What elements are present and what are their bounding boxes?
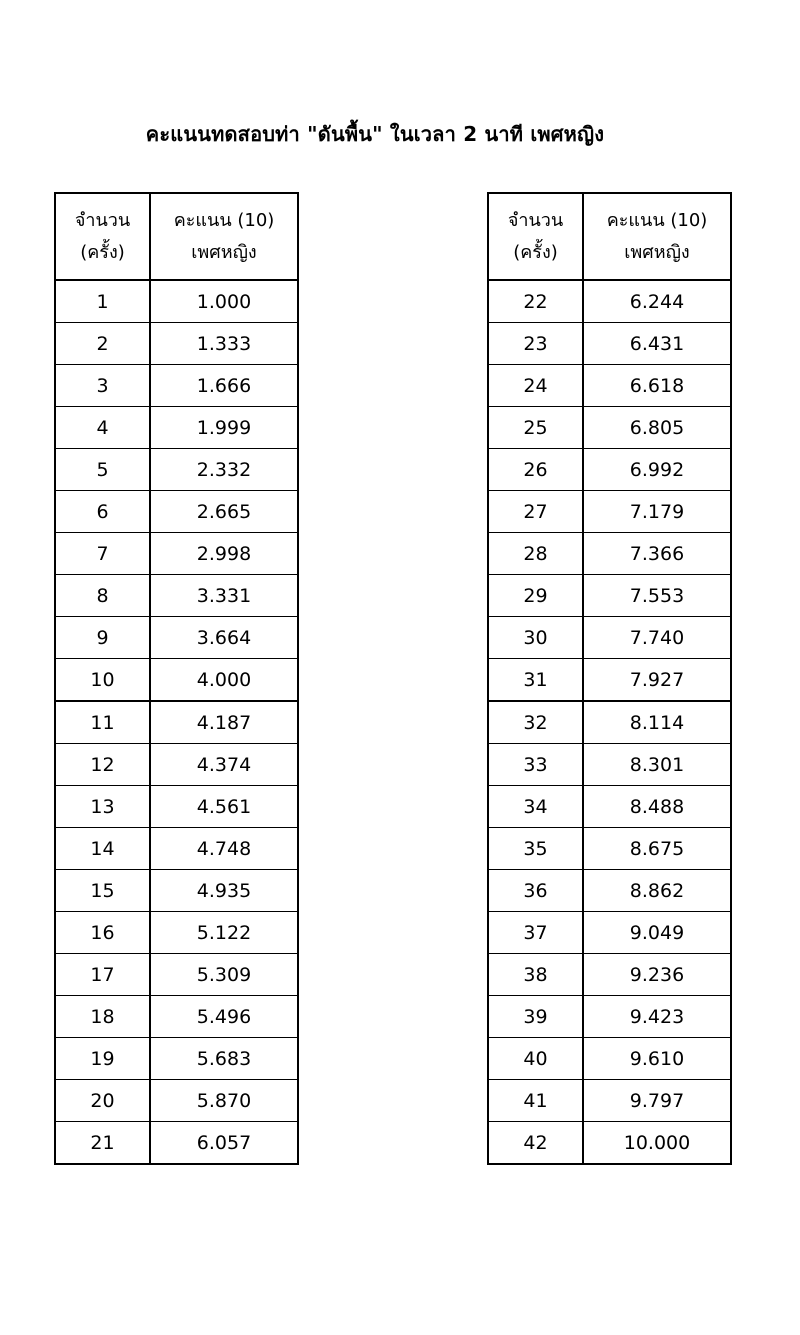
table-row [55,828,298,870]
table-row [488,1038,731,1080]
table-row [488,1080,731,1122]
table-row [55,744,298,786]
table-row [55,533,298,575]
score-cell: 6.244 [583,280,731,323]
score-table-left [54,192,299,1165]
score-cell: 1.999 [150,407,298,449]
count-cell: 21 [55,1122,150,1165]
count-cell: 24 [488,365,583,407]
table-row [55,786,298,828]
table-header-row [488,193,731,280]
count-cell: 1 [55,280,150,323]
table-row [488,828,731,870]
score-cell: 9.423 [583,996,731,1038]
count-cell: 28 [488,533,583,575]
score-cell: 5.683 [150,1038,298,1080]
table-row [55,996,298,1038]
table-row [488,323,731,365]
score-cell: 4.561 [150,786,298,828]
count-header-line2: (ครั้ง) [513,241,558,263]
table-row [488,912,731,954]
score-table-right-body [488,280,731,1164]
score-cell: 8.675 [583,828,731,870]
score-cell: 5.309 [150,954,298,996]
count-cell: 26 [488,449,583,491]
score-cell: 2.998 [150,533,298,575]
score-cell: 3.664 [150,617,298,659]
count-cell: 17 [55,954,150,996]
score-header-line1: คะแนน (10) [173,210,275,231]
score-cell: 2.332 [150,449,298,491]
count-cell: 37 [488,912,583,954]
table-row [488,659,731,702]
count-cell: 42 [488,1122,583,1165]
count-cell: 13 [55,786,150,828]
score-cell: 2.665 [150,491,298,533]
table-header-row [55,193,298,280]
table-row [488,533,731,575]
count-cell: 32 [488,701,583,744]
score-cell: 5.122 [150,912,298,954]
table-row [488,954,731,996]
count-cell: 31 [488,659,583,702]
score-cell: 6.805 [583,407,731,449]
table-row [55,617,298,659]
table-row [488,365,731,407]
table-row [55,323,298,365]
table-row [55,870,298,912]
table-row [55,280,298,323]
count-cell: 11 [55,701,150,744]
table-row [55,701,298,744]
count-cell: 9 [55,617,150,659]
table-row [55,407,298,449]
table-row [488,491,731,533]
score-cell: 9.236 [583,954,731,996]
table-row [55,365,298,407]
score-cell: 7.553 [583,575,731,617]
table-row [55,954,298,996]
count-cell: 16 [55,912,150,954]
count-cell: 41 [488,1080,583,1122]
count-cell: 3 [55,365,150,407]
score-cell: 7.179 [583,491,731,533]
score-column-header [150,193,298,280]
score-header-line2: เพศหญิง [624,241,690,263]
score-header-line1: คะแนน (10) [606,210,708,231]
table-row [55,1122,298,1165]
count-cell: 18 [55,996,150,1038]
count-cell: 12 [55,744,150,786]
count-cell: 8 [55,575,150,617]
table-row [488,407,731,449]
table-row [55,491,298,533]
page-title: คะแนนทดสอบท่า "ดันพื้น" ในเวลา 2 นาที เพศหญิง [145,122,605,146]
count-cell: 2 [55,323,150,365]
score-cell: 9.049 [583,912,731,954]
count-cell: 25 [488,407,583,449]
score-cell: 10.000 [583,1122,731,1165]
score-cell: 6.057 [150,1122,298,1165]
score-cell: 4.374 [150,744,298,786]
count-header-line2: (ครั้ง) [80,241,125,263]
table-row [488,449,731,491]
count-cell: 6 [55,491,150,533]
score-cell: 4.187 [150,701,298,744]
score-cell: 8.488 [583,786,731,828]
count-cell: 40 [488,1038,583,1080]
score-cell: 5.496 [150,996,298,1038]
score-header-line2: เพศหญิง [191,241,257,263]
score-cell: 7.366 [583,533,731,575]
score-cell: 6.431 [583,323,731,365]
count-cell: 22 [488,280,583,323]
table-row [488,280,731,323]
table-row [488,870,731,912]
count-cell: 33 [488,744,583,786]
count-cell: 35 [488,828,583,870]
count-cell: 15 [55,870,150,912]
count-header-line1: จำนวน [74,210,131,231]
count-header-line1: จำนวน [507,210,564,231]
count-cell: 10 [55,659,150,702]
score-cell: 6.992 [583,449,731,491]
score-cell: 1.666 [150,365,298,407]
table-row [488,786,731,828]
table-row [488,617,731,659]
score-cell: 1.000 [150,280,298,323]
score-cell: 9.797 [583,1080,731,1122]
table-row [488,744,731,786]
table-row [55,912,298,954]
count-cell: 36 [488,870,583,912]
score-cell: 8.114 [583,701,731,744]
table-row [55,1080,298,1122]
score-cell: 8.301 [583,744,731,786]
table-row [488,1122,731,1165]
count-cell: 34 [488,786,583,828]
count-cell: 14 [55,828,150,870]
score-cell: 1.333 [150,323,298,365]
table-row [55,449,298,491]
table-row [55,575,298,617]
score-column-header [583,193,731,280]
score-cell: 7.927 [583,659,731,702]
count-column-header [488,193,583,280]
score-table-left-body [55,280,298,1164]
table-row [55,1038,298,1080]
score-table-right [487,192,732,1165]
count-cell: 5 [55,449,150,491]
score-cell: 5.870 [150,1080,298,1122]
count-cell: 23 [488,323,583,365]
count-cell: 29 [488,575,583,617]
count-cell: 27 [488,491,583,533]
score-cell: 3.331 [150,575,298,617]
score-cell: 6.618 [583,365,731,407]
count-column-header [55,193,150,280]
count-cell: 39 [488,996,583,1038]
count-cell: 19 [55,1038,150,1080]
table-row [488,996,731,1038]
score-cell: 4.000 [150,659,298,702]
count-cell: 4 [55,407,150,449]
count-cell: 20 [55,1080,150,1122]
count-cell: 38 [488,954,583,996]
table-row [488,701,731,744]
score-cell: 4.748 [150,828,298,870]
score-cell: 7.740 [583,617,731,659]
score-cell: 9.610 [583,1038,731,1080]
count-cell: 7 [55,533,150,575]
count-cell: 30 [488,617,583,659]
table-row [55,659,298,702]
score-cell: 4.935 [150,870,298,912]
score-cell: 8.862 [583,870,731,912]
table-row [488,575,731,617]
